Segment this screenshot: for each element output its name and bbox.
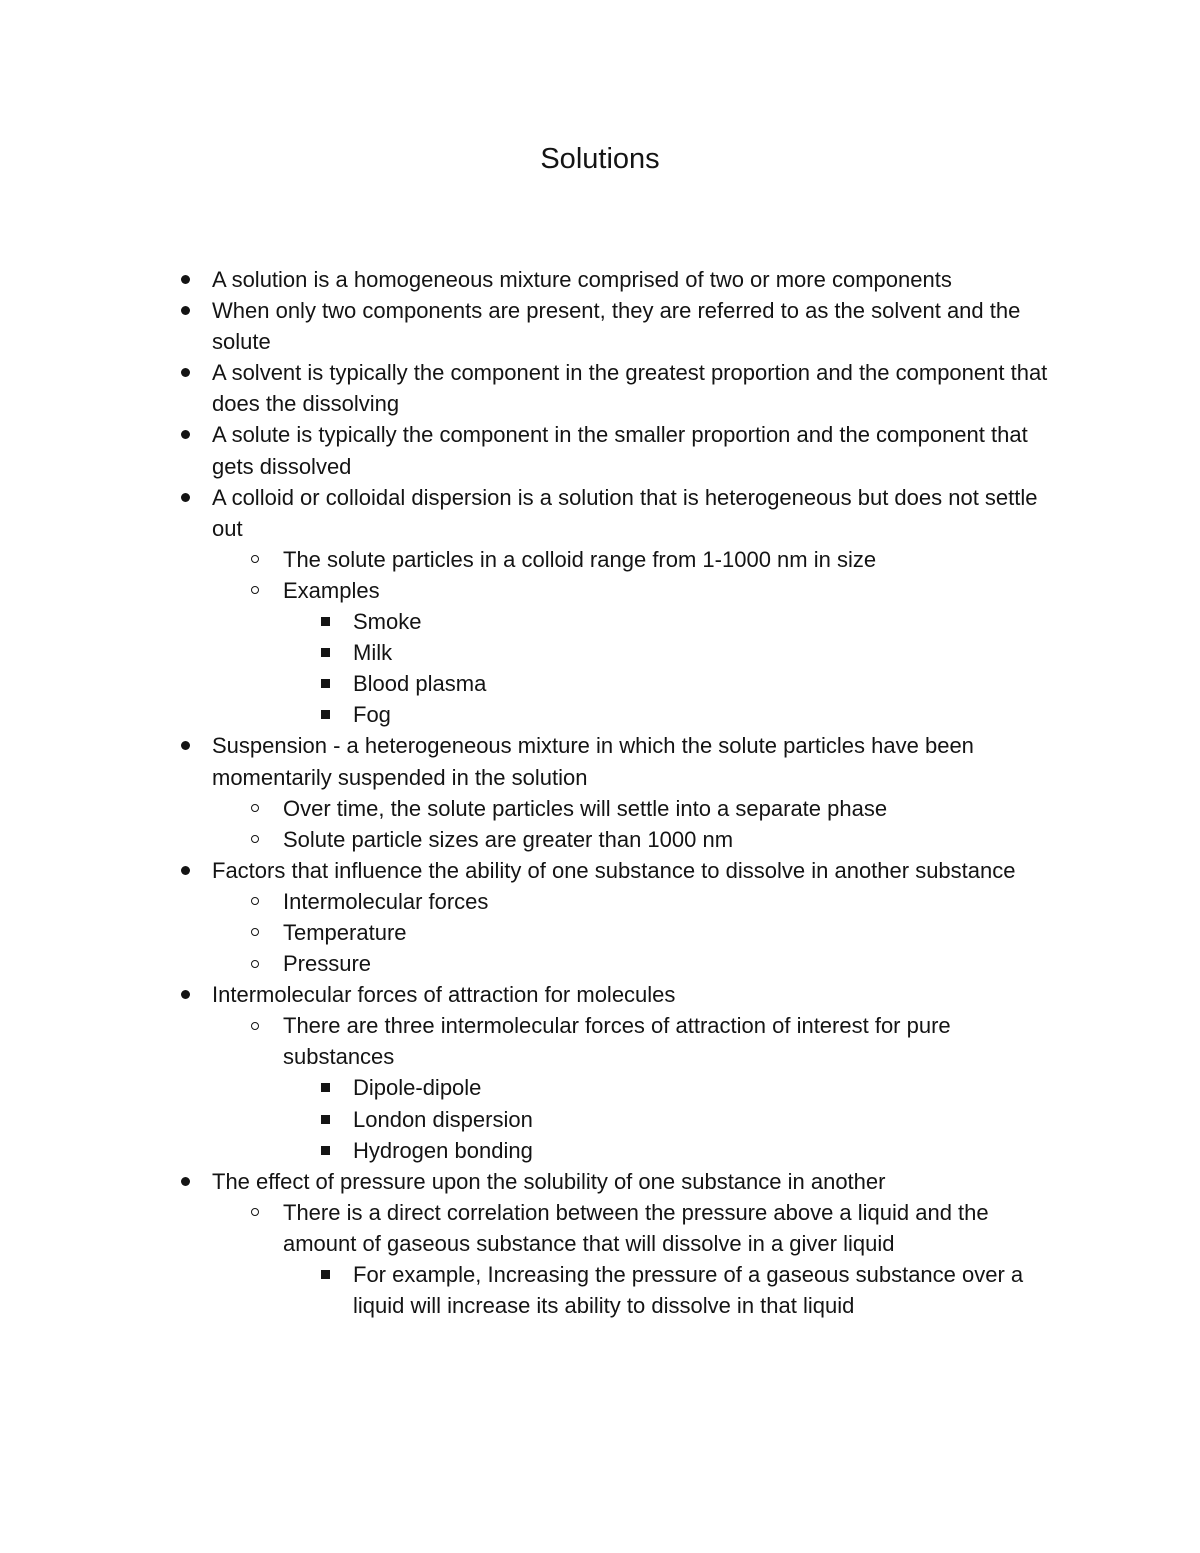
- sub-list-item: There is a direct correlation between the pressure above a liquid and the amount of gaseous substance that will dissolve in a giver liquid: [0, 1197, 1058, 1259]
- bullet-circle-icon: [246, 793, 264, 824]
- list-item: The effect of pressure upon the solubility of one substance in another: [0, 1166, 1058, 1197]
- sub-sub-list-item: Hydrogen bonding: [0, 1135, 1058, 1166]
- sub-sub-list-item: London dispersion: [0, 1104, 1058, 1135]
- bullet-dot-icon: [176, 979, 194, 1010]
- sub-list-item: The solute particles in a colloid range from 1-1000 nm in size: [0, 544, 1058, 575]
- sub-list-item: There are three intermolecular forces of attraction of interest for pure substances: [0, 1010, 1058, 1072]
- bullet-circle-icon: [246, 917, 264, 948]
- bullet-square-icon: [316, 606, 334, 637]
- bullet-dot-icon: [176, 264, 194, 295]
- bullet-dot-icon: [176, 419, 194, 450]
- bullet-square-icon: [316, 1259, 334, 1290]
- sub-sub-list-item: Blood plasma: [0, 668, 1058, 699]
- list-item: Factors that influence the ability of one substance to dissolve in another substance: [0, 855, 1058, 886]
- bullet-circle-icon: [246, 886, 264, 917]
- sub-sub-list-item: Milk: [0, 637, 1058, 668]
- bullet-square-icon: [316, 1072, 334, 1103]
- bullet-dot-icon: [176, 295, 194, 326]
- list-item: Intermolecular forces of attraction for molecules: [0, 979, 1058, 1010]
- list-item: Suspension - a heterogeneous mixture in which the solute particles have been momentarily suspended in the solution: [0, 730, 1058, 792]
- list-item: A solvent is typically the component in the greatest proportion and the component that does the dissolving: [0, 357, 1058, 419]
- list-item: A solution is a homogeneous mixture comprised of two or more components: [0, 264, 1058, 295]
- bullet-circle-icon: [246, 544, 264, 575]
- bullet-circle-icon: [246, 1010, 264, 1041]
- bullet-dot-icon: [176, 482, 194, 513]
- list-item: A solute is typically the component in the smaller proportion and the component that gets dissolved: [0, 419, 1058, 481]
- list-item: A colloid or colloidal dispersion is a solution that is heterogeneous but does not settle out: [0, 482, 1058, 544]
- sub-list-item: Pressure: [0, 948, 1058, 979]
- notes-list: [0, 264, 1058, 1321]
- bullet-circle-icon: [246, 1197, 264, 1228]
- bullet-square-icon: [316, 637, 334, 668]
- bullet-dot-icon: [176, 1166, 194, 1197]
- sub-sub-list-item: Dipole-dipole: [0, 1072, 1058, 1103]
- sub-list-item: Intermolecular forces: [0, 886, 1058, 917]
- bullet-square-icon: [316, 668, 334, 699]
- page-title: Solutions: [540, 143, 660, 175]
- bullet-square-icon: [316, 1104, 334, 1135]
- bullet-dot-icon: [176, 730, 194, 761]
- sub-sub-list-item: Smoke: [0, 606, 1058, 637]
- sub-list-item: Examples: [0, 575, 1058, 606]
- sub-list-item: Solute particle sizes are greater than 1000 nm: [0, 824, 1058, 855]
- list-item: When only two components are present, they are referred to as the solvent and the solute: [0, 295, 1058, 357]
- bullet-dot-icon: [176, 357, 194, 388]
- bullet-circle-icon: [246, 948, 264, 979]
- bullet-circle-icon: [246, 575, 264, 606]
- sub-list-item: Over time, the solute particles will settle into a separate phase: [0, 793, 1058, 824]
- bullet-dot-icon: [176, 855, 194, 886]
- sub-sub-list-item: Fog: [0, 699, 1058, 730]
- bullet-square-icon: [316, 699, 334, 730]
- sub-list-item: Temperature: [0, 917, 1058, 948]
- bullet-square-icon: [316, 1135, 334, 1166]
- sub-sub-list-item: For example, Increasing the pressure of a gaseous substance over a liquid will increase its ability to dissolve in that liquid: [0, 1259, 1058, 1321]
- bullet-circle-icon: [246, 824, 264, 855]
